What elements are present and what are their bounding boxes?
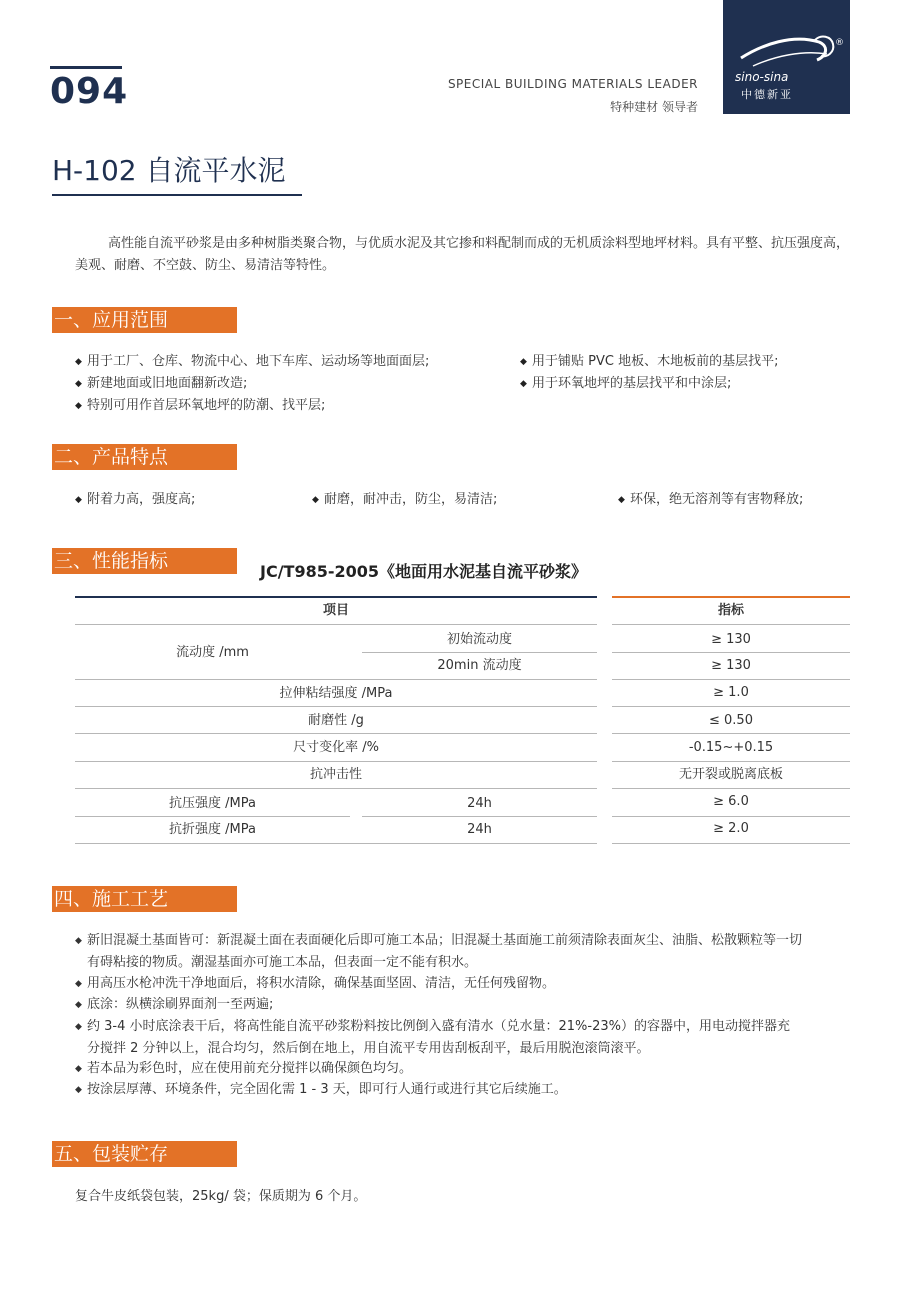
table-cell-flow-initial: 初始流动度 [446, 632, 512, 647]
table-rule [612, 843, 850, 844]
table-rule [75, 788, 597, 789]
table-cell-item: 拉伸粘结强度 /MPa [279, 686, 393, 701]
diamond-bullet-icon: ◆ [618, 495, 625, 505]
table-rule [612, 816, 850, 817]
list-item: ◆ 附着力高，强度高; [75, 490, 195, 510]
list-item: ◆ 新旧混凝土基面皆可：新混凝土面在表面硬化后即可施工本品；旧混凝土基面施工前须清除表面灰尘、油脂、松散颗粒等一切 有碍粘接的物质。潮湿基面亦可施工本品，但表面一定不能有积水。 [75, 930, 865, 974]
table-cell-flow-20min-value: ≥ 130 [711, 658, 751, 673]
table-rule [612, 788, 850, 789]
section-heading-applications: 一、应用范围 [52, 307, 237, 333]
title-underline [52, 194, 302, 196]
table-rule [362, 652, 597, 653]
table-cell-flow-20min: 20min 流动度 [437, 658, 522, 673]
list-item: ◆ 耐磨，耐冲击，防尘，易清洁; [312, 490, 497, 510]
table-rule [75, 816, 350, 817]
table-cell-flexural-value: ≥ 2.0 [713, 821, 749, 836]
list-item: ◆ 若本品为彩色时，应在使用前充分搅拌以确保颜色均匀。 [75, 1058, 865, 1080]
logo-text-cn: 中德新亚 [741, 88, 793, 101]
table-header-line-right [612, 596, 850, 598]
table-rule [75, 843, 597, 844]
table-rule [612, 706, 850, 707]
table-cell-value: ≤ 0.50 [709, 713, 753, 728]
list-item: ◆ 用于工厂、仓库、物流中心、地下车库、运动场等地面面层; [75, 352, 429, 372]
list-item: ◆ 特别可用作首层环氧地坪的防潮、找平层; [75, 396, 325, 416]
table-cell-item: 耐磨性 /g [308, 713, 364, 728]
table-rule [75, 624, 597, 625]
table-cell-value: -0.15~+0.15 [688, 740, 774, 755]
logo-registered: ® [835, 38, 844, 48]
list-item: ◆ 底涂：纵横涂刷界面剂一至两遍; [75, 994, 865, 1016]
table-rule [75, 761, 597, 762]
product-title: H-102 自流平水泥 [52, 154, 286, 187]
list-item: ◆ 按涂层厚薄、环境条件，完全固化需 1 - 3 天，即可行人通行或进行其它后续施工。 [75, 1079, 865, 1101]
table-rule [362, 816, 597, 817]
brand-logo [723, 0, 850, 114]
diamond-bullet-icon: ◆ [75, 357, 82, 367]
tagline-en: SPECIAL BUILDING MATERIALS LEADER [447, 77, 698, 91]
diamond-bullet-icon: ◆ [75, 401, 82, 411]
list-item: ◆ 环保，绝无溶剂等有害物释放; [618, 490, 803, 510]
table-header-line-left [75, 596, 597, 598]
table-cell-compressive-label: 抗压强度 /MPa [169, 796, 256, 811]
table-cell-compressive-value: ≥ 6.0 [713, 794, 749, 809]
diamond-bullet-icon: ◆ [75, 1022, 82, 1032]
diamond-bullet-icon: ◆ [520, 379, 527, 389]
table-rule [75, 706, 597, 707]
table-cell-flow-initial-value: ≥ 130 [711, 632, 751, 647]
page-number-bar [50, 66, 122, 69]
packaging-text: 复合牛皮纸袋包装，25kg/ 袋；保质期为 6 个月。 [75, 1189, 367, 1204]
table-cell-value: ≥ 1.0 [713, 685, 749, 700]
diamond-bullet-icon: ◆ [520, 357, 527, 367]
table-header-item: 项目 [322, 603, 349, 618]
table-cell-flexural-label: 抗折强度 /MPa [169, 822, 256, 837]
table-rule [612, 679, 850, 680]
table-cell-value: 无开裂或脱离底板 [678, 767, 783, 782]
table-cell-item: 尺寸变化率 /% [293, 740, 379, 755]
standard-title: JC/T985-2005《地面用水泥基自流平砂浆》 [260, 562, 588, 581]
section-heading-performance: 三、性能指标 [52, 548, 237, 574]
logo-text-en: sino-sina [735, 70, 789, 84]
table-rule [612, 624, 850, 625]
diamond-bullet-icon: ◆ [75, 1064, 82, 1074]
diamond-bullet-icon: ◆ [75, 1000, 82, 1010]
diamond-bullet-icon: ◆ [312, 495, 319, 505]
list-item: ◆ 约 3-4 小时底涂表干后，将高性能自流平砂浆粉料按比例倒入盛有清水（兑水量：21%-23%）的容器中，用电动搅拌器充 分搅拌 2 分钟以上，混合均匀，然后倒在地上，用自流平专用齿刮板刮平，最后用脱泡滚筒滚平。 [75, 1016, 865, 1060]
list-item: ◆ 用于铺贴 PVC 地板、木地板前的基层找平; [520, 352, 778, 372]
page-number: 094 [50, 71, 129, 112]
list-item: ◆ 用高压水枪冲洗干净地面后，将积水清除，确保基面坚固、清洁，无任何残留物。 [75, 973, 865, 995]
list-item: ◆ 新建地面或旧地面翻新改造; [75, 374, 247, 394]
table-cell-flexural-age: 24h [467, 822, 492, 837]
product-intro: 高性能自流平砂浆是由多种树脂类聚合物，与优质水泥及其它掺和料配制而成的无机质涂料型地坪材料。具有平整、抗压强度高，美观、耐磨、不空鼓、防尘、易清洁等特性。 [75, 236, 850, 273]
table-rule [75, 733, 597, 734]
table-rule [612, 733, 850, 734]
section-heading-construction: 四、施工工艺 [52, 886, 237, 912]
table-cell-item: 抗冲击性 [309, 767, 362, 782]
table-cell-flow-label: 流动度 /mm [176, 645, 249, 660]
list-item: ◆ 用于环氧地坪的基层找平和中涂层; [520, 374, 731, 394]
table-cell-compressive-age: 24h [467, 796, 492, 811]
diamond-bullet-icon: ◆ [75, 936, 82, 946]
diamond-bullet-icon: ◆ [75, 979, 82, 989]
diamond-bullet-icon: ◆ [75, 495, 82, 505]
table-rule [612, 652, 850, 653]
section-heading-packaging: 五、包装贮存 [52, 1141, 237, 1167]
tagline-cn: 特种建材 领导者 [610, 100, 698, 114]
diamond-bullet-icon: ◆ [75, 1085, 82, 1095]
table-rule [75, 679, 597, 680]
diamond-bullet-icon: ◆ [75, 379, 82, 389]
section-heading-features: 二、产品特点 [52, 444, 237, 470]
table-rule [612, 761, 850, 762]
table-header-index: 指标 [717, 603, 744, 618]
